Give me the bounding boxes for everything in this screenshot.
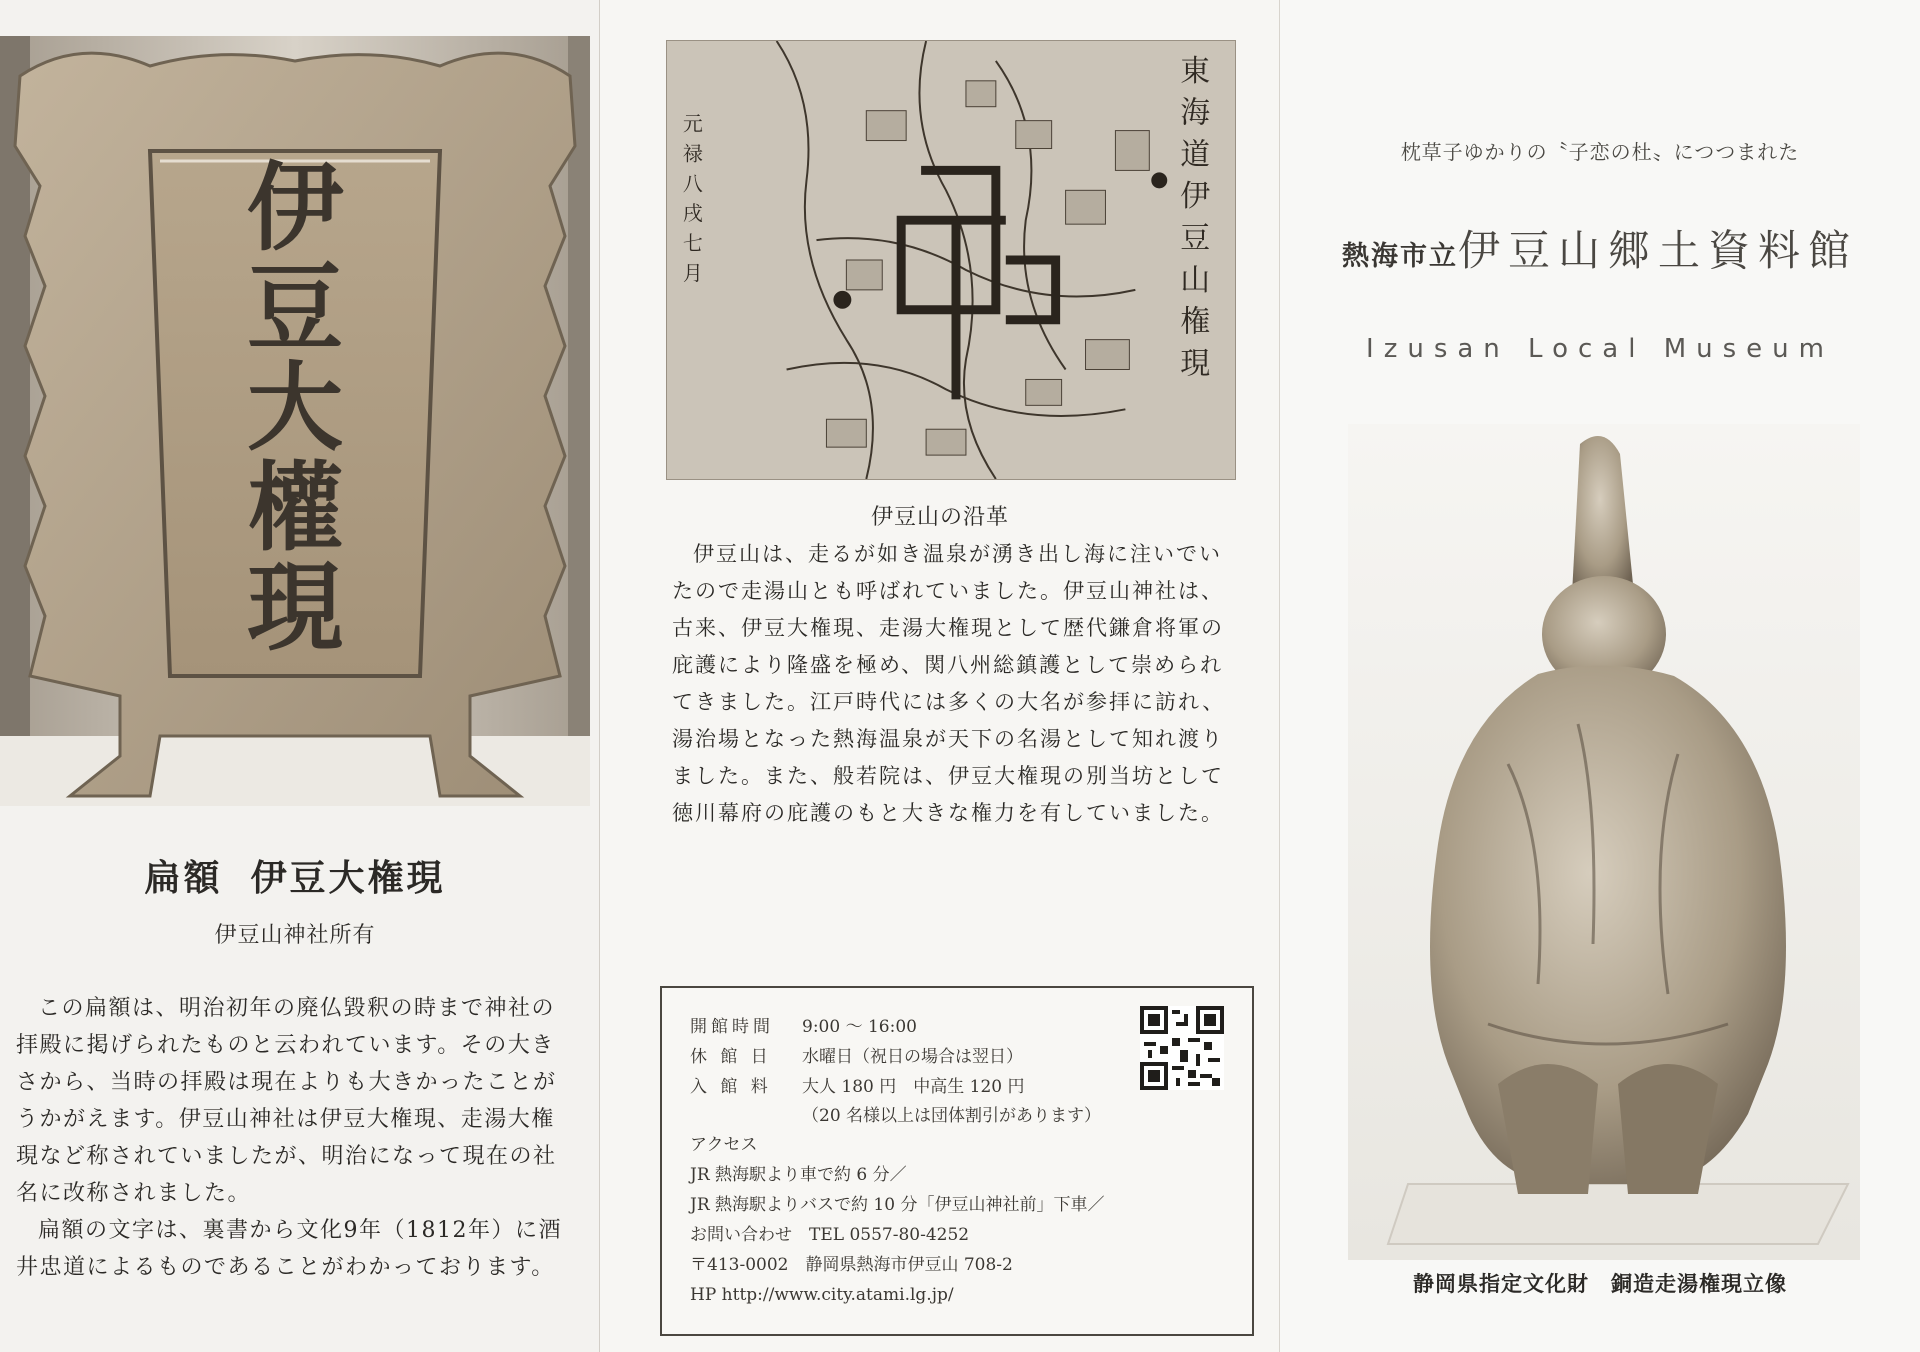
museum-name-english: Izusan Local Museum (1366, 334, 1834, 364)
map-title-character: 豆 (1180, 221, 1211, 257)
plaque-character: 現 (247, 551, 343, 664)
plaque-title (0, 850, 590, 901)
info-closed-value: 水曜日（祝日の場合は翌日） (802, 1047, 1023, 1067)
museum-tagline: 枕草子ゆかりの〝子恋の杜〟につつまれた (1400, 140, 1800, 164)
map-title-character: 海 (1180, 95, 1211, 131)
plaque-paragraph-1: この扁額は、明治初年の廃仏毀釈の時まで神社の拝殿に掲げられたものと云われています。その大きさから、当時の拝殿は現在よりも大きかったことがうかがえます。伊豆山神社は伊豆大権現、走湯大権現など称されていましたが、明治になって現在の社名に改称されました。 (16, 996, 557, 1206)
left-panel (0, 0, 600, 1352)
info-fee-note: （20 名様以上は団体割引があります） (802, 1106, 1102, 1126)
map-title-character: 伊 (1180, 179, 1211, 215)
plaque-owner: 伊豆山神社所有 (214, 923, 376, 948)
map-date-character: 七 (682, 232, 703, 256)
visitor-info-box (660, 986, 1254, 1336)
map-date-character: 元 (682, 112, 703, 136)
museum-name (1280, 218, 1920, 278)
plaque-title-part1: 扁額 (144, 857, 223, 899)
map-title-character: 権 (1180, 304, 1211, 340)
map-title-character: 現 (1180, 346, 1211, 382)
museum-name-main: 伊豆山郷土資料館 (1457, 226, 1858, 275)
map-title-character: 道 (1180, 137, 1211, 173)
map-date-character: 月 (682, 261, 703, 285)
plaque-description (16, 990, 572, 1286)
qr-code-icon[interactable] (1140, 1006, 1224, 1090)
map-date-character: 八 (682, 172, 703, 196)
map-date-character: 禄 (682, 142, 703, 166)
history-title: 伊豆山の沿革 (870, 505, 1009, 530)
info-fee-value: 大人 180 円 中高生 120 円 (802, 1077, 1025, 1097)
history-text: 伊豆山は、走るが如き温泉が湧き出し海に注いでいたので走湯山とも呼ばれていました。伊豆山神社は、古来、伊豆大権現、走湯大権現として歴代鎌倉将軍の庇護により隆盛を極め、関八州総鎮護として崇められてきました。江戸時代には多くの大名が参拝に訪れ、湯治場となった熱海温泉が天下の名湯として知れ渡りました。また、般若院は、伊豆大権現の別当坊として徳川幕府の庇護のもと大きな権力を有していました。 (672, 542, 1226, 825)
map-title-character: 東 (1180, 53, 1211, 89)
plaque-character: 伊 (247, 151, 343, 264)
right-panel (1280, 0, 1920, 1352)
plaque-character: 權 (247, 451, 343, 564)
info-website-link[interactable]: HP http://www.city.atami.lg.jp/ (690, 1285, 954, 1305)
info-closed-label: 休 館 日 (690, 1047, 772, 1067)
info-contact: お問い合わせ TEL 0557-80-4252 (690, 1225, 970, 1245)
plaque-character: 大 (247, 351, 343, 464)
info-hours-value: 9:00 ～ 16:00 (802, 1017, 917, 1037)
info-hours-label: 開館時間 (690, 1017, 774, 1037)
statue-caption: 静岡県指定文化財 銅造走湯権現立像 (1413, 1271, 1787, 1296)
map-title-character: 山 (1180, 262, 1211, 298)
info-access-label: アクセス (690, 1135, 758, 1155)
plaque-paragraph-2: 扁額の文字は、裏書から文化9年（1812年）に酒井忠道によるものであることがわかっております。 (16, 1218, 562, 1280)
historical-map-image (666, 40, 1236, 480)
plaque-character: 豆 (247, 251, 343, 364)
info-access-car: JR 熱海駅より車で約 6 分／ (690, 1165, 907, 1185)
middle-panel (600, 0, 1280, 1352)
info-address: 〒413-0002 静岡県熱海市伊豆山 708-2 (690, 1255, 1013, 1275)
plaque-photo (0, 36, 590, 806)
statue-photo (1348, 424, 1860, 1260)
info-access-bus: JR 熱海駅よりバスで約 10 分「伊豆山神社前」下車／ (690, 1195, 1105, 1215)
museum-name-prefix: 熱海市立 (1341, 241, 1458, 272)
info-fee-label: 入 館 料 (690, 1077, 772, 1097)
map-date-character: 戌 (682, 202, 703, 226)
plaque-title-part2: 伊豆大権現 (250, 857, 446, 899)
